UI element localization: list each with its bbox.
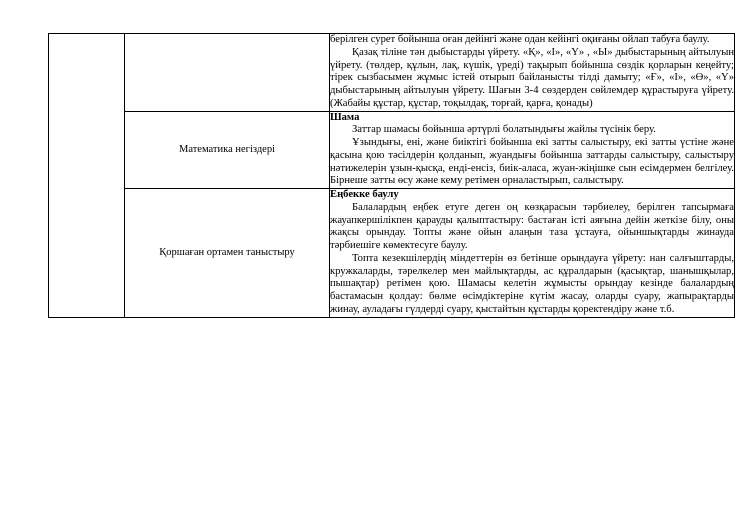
subject-cell: Математика негіздері xyxy=(125,111,330,189)
paragraph: Қазақ тіліне тән дыбыстарды үйрету. «Қ», «І», «Ү» , «Ы» дыбыстарының айтылуын үйрету. (төлдер, құлын, лақ, күшік, үреді) тақырып бойынша сөздік қорларын кеңейту; тірек сызбасымен жұмыс істей отырып байланысты тілді дамыту; «Ғ», «І», «Ө», «Ү» дыбыстарының айтылуын үйрету. Шағын 3-4 сөздерден сөйлемдер құрастыруға үйрету. (Жабайы құстар, құстар, тоқылдақ, торғай, қарға, қонады) xyxy=(330,46,734,109)
table-row xyxy=(49,189,735,318)
curriculum-table xyxy=(48,33,735,318)
content-cell xyxy=(330,189,735,318)
empty-merged-cell xyxy=(49,34,125,318)
content-cell xyxy=(330,34,735,112)
section-heading: Шама xyxy=(330,111,360,123)
content-cell xyxy=(330,111,735,189)
paragraph: берілген сурет бойынша оған дейінгі және одан кейінгі оқиғаны ойлап табуға баулу. xyxy=(330,34,710,45)
subject-cell xyxy=(125,34,330,112)
subject-cell: Қоршаған ортамен таныстыру xyxy=(125,189,330,318)
paragraph: Топта кезекшілердің міндеттерін өз бетінше орындауға үйрету: нан салғыштарды, кружкаларды, тәрелкелер мен майлықтарды, ас құралдарын (қасықтар, шанышқылар, пышақтар) ретімен қою. Шамасы келетін жұмысты орындау кезінде балалардың бастамасын қолдау: бөлме өсімдіктеріне күтім жасау, оларды суару, жапырақтарды жинау, ауладағы гүлдерді суару, қыстайтын құстарды қоректендіру және т.б. xyxy=(330,252,734,315)
section-heading: Еңбекке баулу xyxy=(330,189,399,200)
table-row xyxy=(49,111,735,189)
paragraph: Заттар шамасы бойынша әртүрлі болатындығы жайлы түсінік беру. xyxy=(352,124,656,136)
table-row xyxy=(49,34,735,112)
paragraph: Балалардың еңбек етуге деген оң көзқарасын тәрбиелеу, берілген тапсырмаға жауапкершілікпен қарауды қалыптастыру: бастаған істі аяғына дейін жеткізе білу, оны жақсы орындау. Топты және ойын алаңын таза ұстауға, ойыншықтарды жинауда тәрбиешіге көмектесуге баулу. xyxy=(330,201,734,251)
paragraph: Ұзындығы, ені, және биіктігі бойынша екі затты салыстыру, екі затты үстіне және қасына қою тәсілдерін қолданып, жуандығы бойынша заттарды салыстыру, салыстыру нәтижелерін ұзын-қысқа, енді-енсіз, биік-аласа, жуан-жіңішке сын есімдермен белгілеу. Бірнеше затты өсу және кему ретімен орналастырып, салыстыру. xyxy=(330,137,734,187)
